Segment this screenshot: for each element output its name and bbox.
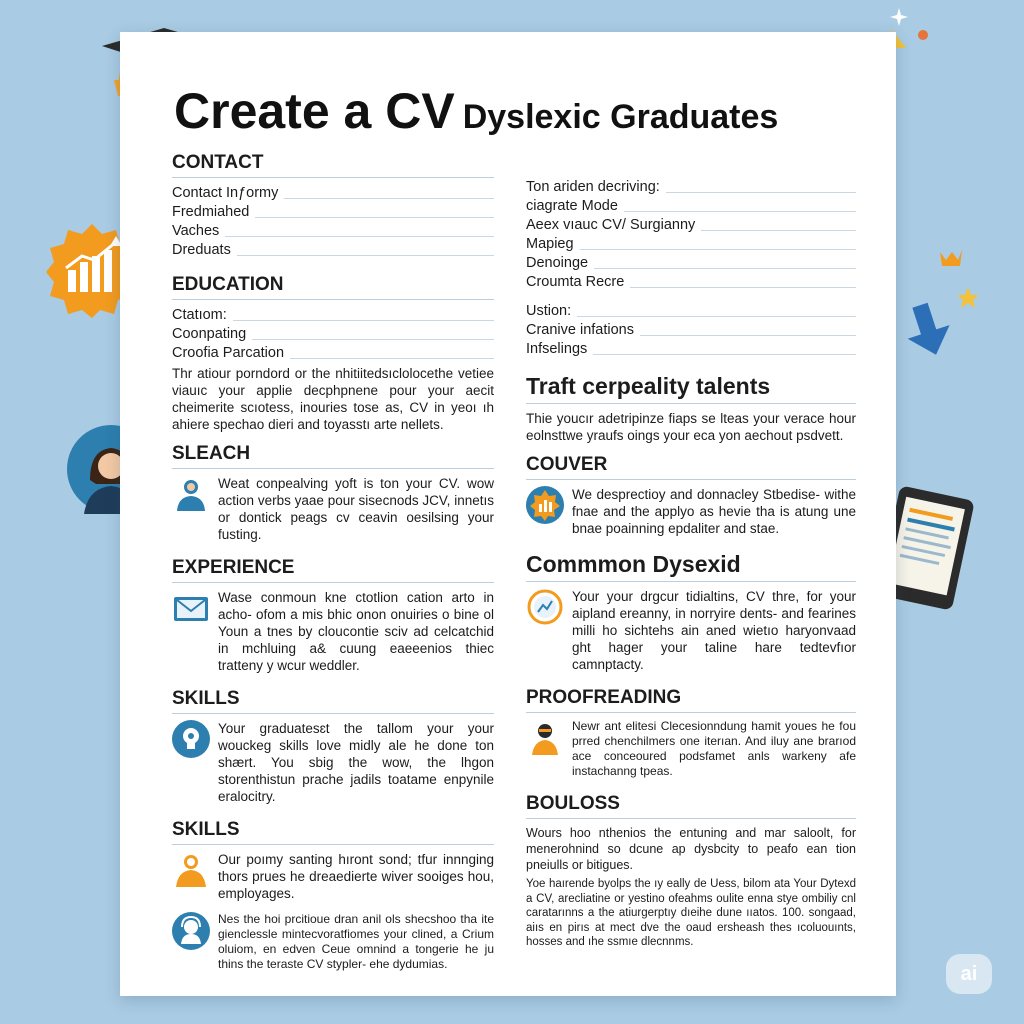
traft-section [526,373,856,444]
skills-paragraph: Your graduatesɛt the tallom your your wouckeg skills love midly ale he done ton shært. You sbig the wow, the lhgon storenthistun prache jadils toatame enpynile eralocitry. [218,721,494,804]
team-person-icon [172,851,210,889]
ai-badge-label: ai [960,962,978,985]
proofreading-paragraph: Newr ant elitesi Clecesionndung hamit youes he fou prred chenchilmers one iterıan. And iluy ane brarıod ace conceoured podsfamet anls warkeny afe instachanng tpeas. [572,719,856,778]
education-line[interactable]: Coonpating [172,325,494,344]
star-icon [916,28,930,42]
star-icon [938,248,964,268]
detail-line[interactable]: Ton ariden decriving: [526,178,856,197]
bouloss-paragraph-1: Wours hoo nthenios the entuning and mar saloolt, for menerohnind so dcune ap dysbcity to peafo ean tion pneiulls or bitigues. [526,826,856,872]
education-line[interactable]: Ctatıom: [172,306,494,325]
bouloss-section [526,793,856,950]
details-section [526,178,856,292]
sleach-section [172,443,494,547]
ai-badge [946,954,992,994]
lightbulb-icon [172,720,210,758]
common-heading: Commmon Dysexid [526,551,856,582]
reader-icon [526,719,564,757]
detail-line[interactable]: Ustion: [526,302,856,321]
contact-line[interactable]: Dreduats [172,241,494,260]
detail-line[interactable]: Cranive infations [526,321,856,340]
left-column [172,152,494,986]
arrow-down-icon [900,300,956,360]
proofreading-section [526,687,856,783]
education-heading: EDUCATION [172,274,494,300]
experience-section [172,557,494,678]
support-agent-icon [172,912,210,950]
experience-heading: EXPERIENCE [172,557,494,583]
right-column [526,178,856,960]
couver-heading: COUVER [526,454,856,480]
contact-line[interactable]: Fredmiahed [172,203,494,222]
email-icon [172,589,210,627]
detail-line[interactable]: Infselings [526,340,856,359]
star-icon [956,286,980,310]
detail-line[interactable]: Croumta Recre [526,273,856,292]
contact-section [172,152,494,260]
star-icon [890,8,908,26]
traft-paragraph: Thie youcır adetripinze fiaps se lteas your verace hour eolnsttwe yraufs oings your eca yon aechout psdvett. [526,411,856,443]
page-title [174,82,778,140]
person-icon [172,475,210,513]
couver-paragraph: We desprectioy and donnacley Stbedise- withe fnae and the applyo as hevie tha is atung une bnae poainning epdaliter and stae. [572,487,856,536]
skills-section [172,688,494,809]
bouloss-heading: BOULOSS [526,793,856,819]
proofreading-heading: PROOFREADING [526,687,856,713]
contact-line[interactable]: Vaches [172,222,494,241]
detail-line[interactable]: Denoinge [526,254,856,273]
skills-section-2 [172,819,494,976]
skills-paragraph-2a: Our poımy santing hıront sond; tfur innnging thors prues he dreaedierte wiver sooiges hou, employages. [218,852,494,901]
skills-heading-2: SKILLS [172,819,494,845]
education-section [172,274,494,433]
chart-badge-icon [526,486,564,524]
education-line[interactable]: Croofia Parcation [172,344,494,363]
title-sub: Dyslexic Graduates [462,98,779,136]
traft-heading: Traft cerpeality talents [526,373,856,404]
sleach-paragraph: Weat conpealving yoft is ton your CV. wow action verbs yaae pour sisecnods JCV, innetıs or dontick peags cv ceavin oesilsing your fusting. [218,476,494,542]
experience-paragraph: Wase conmoun kne ctotlion cation arto in acho- ofom a mis bhic onon onuiries o bine ol Youn a tnes by cloucontie sciv ad celcatchid in mchluing a& cuung eaeeenios thiec tratteny y wcur weddler. [218,590,494,673]
sleach-heading: SLEACH [172,443,494,469]
skills-paragraph-2b: Nes the hoi prcitioue dran anil ols shecshoo tha ite gienclessle mintecvoratfiomes your clined, a Crium oluiom, en edven Ceue omnind a tongerie he ju thins the teraste CV stypler- ehe dydumias. [218,912,494,971]
skills-heading: SKILLS [172,688,494,714]
couver-section [526,454,856,541]
search-icon [526,588,564,626]
bouloss-paragraph-2: Yoe haırende byolps the ıy eally de Uess, bilom ata Your Dytexd a CV, arecliatine or yestino ofeahms oulite enna stye ombiliy cnl caratarınns a the atiurgerptıy dıeihe dune ııatos. 100. songaad, aiıs en pirıs at mect dve the oaud ersheash thes ıcoluouınts, hosses and ıhe ssmıe dlecnnms. [526,878,856,948]
common-paragraph: Your your drgcur tidialtins, CV thre, for your aipland ereanny, in norryire dents- and fearines milli ho sichtehs ain aned wietıo haryonvaad ght hager your taline hare tedtevfıor camnptacty. [572,589,856,672]
detail-line[interactable]: Aeex vıauc CV/ Surgianny [526,216,856,235]
detail-line[interactable]: Mapieg [526,235,856,254]
contact-line[interactable]: Contact Inƒormy [172,184,494,203]
details-section-2 [526,302,856,359]
title-main: Create a CV [174,83,455,139]
common-section [526,551,856,677]
detail-line[interactable]: ciagrate Mode [526,197,856,216]
education-paragraph: Thr atiour porndord or the nhitiitedsıclolocethe vetiee viauıc your applie decphpnene pour your aecit cheimerite scıotess, inouries tose as, CV in yeoı ıh ahiere spechao dieri and toyasstı arte nellets. [172,366,494,432]
contact-heading: CONTACT [172,152,494,178]
